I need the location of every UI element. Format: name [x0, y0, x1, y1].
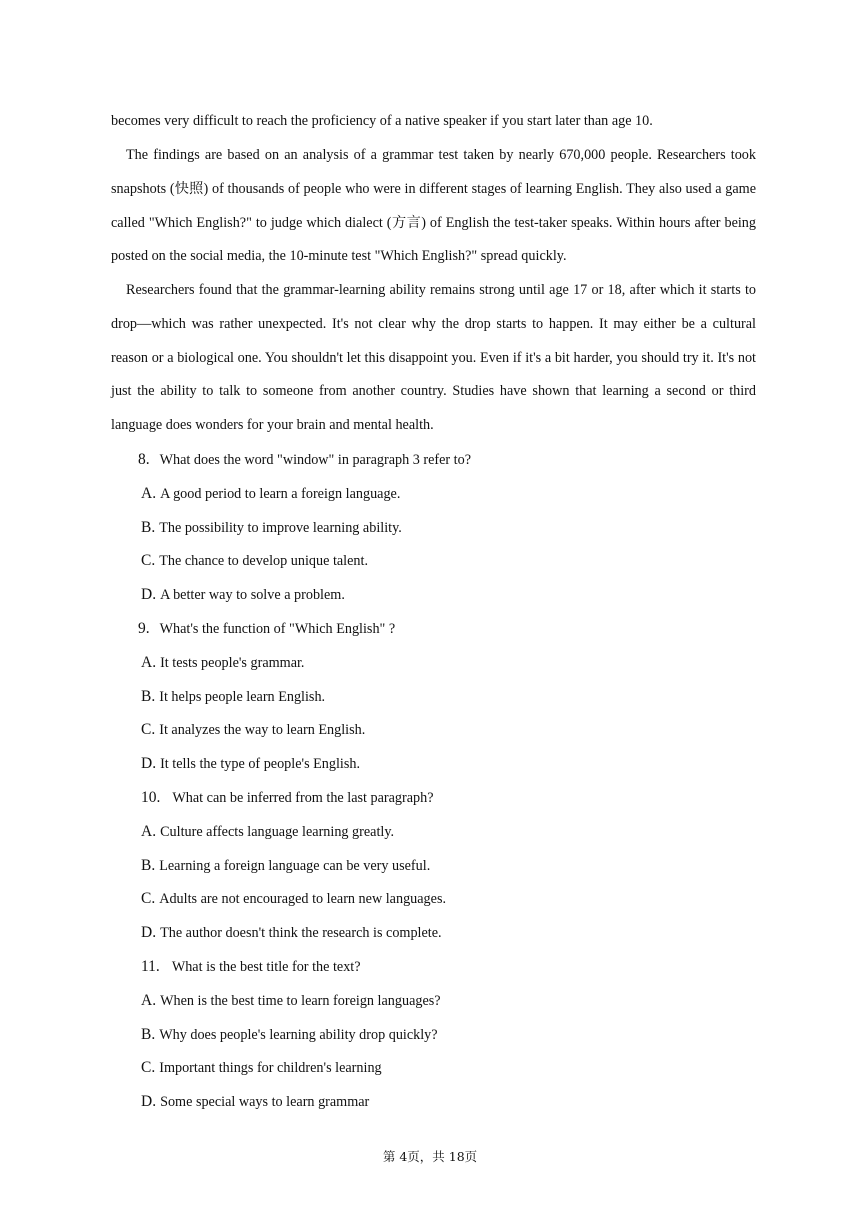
question-8-option-d	[141, 585, 345, 605]
option-text: Why does people's learning ability drop quickly?	[159, 1027, 438, 1043]
option-text: Some special ways to learn grammar	[160, 1094, 370, 1110]
question-9-option-b	[141, 687, 325, 707]
option-letter: A.	[141, 823, 157, 840]
question-number: 10.	[141, 789, 161, 806]
option-letter: C.	[141, 721, 156, 738]
page-number-footer: 第 4页，共 18页	[382, 1149, 478, 1164]
question-number: 8.	[138, 451, 150, 468]
question-text: What can be inferred from the last paragraph?	[172, 790, 434, 806]
option-text: A good period to learn a foreign language.	[160, 486, 401, 502]
option-letter: A.	[141, 654, 157, 671]
option-text: The possibility to improve learning ability.	[159, 520, 402, 536]
question-9	[138, 619, 395, 639]
option-letter: B.	[141, 519, 156, 536]
option-letter: C.	[141, 890, 156, 907]
option-letter: C.	[141, 1059, 156, 1076]
option-letter: D.	[141, 755, 157, 772]
question-8-option-c	[141, 551, 368, 571]
option-letter: D.	[141, 1093, 157, 1110]
option-letter: C.	[141, 552, 156, 569]
question-11-option-d	[141, 1092, 369, 1112]
option-letter: D.	[141, 586, 157, 603]
passage-paragraph-2: The findings are based on an analysis of a grammar test taken by nearly 670,000 people. Researchers took snapshots (快照) of thousands of people who were in different stages of learning English. They also used a game called "Which English?" to judge which dialect (方言) of English the test-taker speaks. Within hours after being posted on the social media, the 10-minute test "Which English?" spread quickly.	[111, 147, 756, 265]
question-9-option-a	[141, 653, 304, 673]
question-10-option-c	[141, 889, 446, 909]
option-letter: B.	[141, 688, 156, 705]
question-text: What is the best title for the text?	[171, 959, 361, 975]
question-11-option-b	[141, 1025, 438, 1045]
question-10-option-d	[141, 923, 442, 943]
option-letter: D.	[141, 924, 157, 941]
question-text: What does the word "window" in paragraph 3 refer to?	[159, 452, 472, 468]
passage-paragraph-3: Researchers found that the grammar-learning ability remains strong until age 17 or 18, after which it starts to drop—which was rather unexpected. It's not clear why the drop starts to happen. It may either be a cultural reason or a biological one. You shouldn't let this disappoint you. Even if it's a bit harder, you should try it. It's not just the ability to talk to someone from another country. Studies have shown that learning a second or third language does wonders for your brain and mental health.	[111, 282, 756, 434]
option-text: Learning a foreign language can be very useful.	[159, 858, 431, 874]
question-number: 9.	[138, 620, 150, 637]
option-text: The author doesn't think the research is complete.	[160, 925, 442, 941]
option-letter: B.	[141, 1026, 156, 1043]
question-10-option-b	[141, 856, 430, 876]
question-11-option-a	[141, 991, 441, 1011]
option-text: The chance to develop unique talent.	[159, 553, 369, 569]
question-8-option-b	[141, 518, 402, 538]
option-text: It tells the type of people's English.	[160, 756, 361, 772]
question-8	[138, 450, 471, 470]
option-text: It analyzes the way to learn English.	[159, 722, 366, 738]
option-text: Adults are not encouraged to learn new languages.	[159, 891, 447, 907]
passage-paragraph-1: becomes very difficult to reach the proficiency of a native speaker if you start later than age 10.	[111, 113, 653, 129]
question-number: 11.	[141, 958, 160, 975]
option-text: When is the best time to learn foreign languages?	[160, 993, 441, 1009]
question-8-option-a	[141, 484, 400, 504]
option-text: Culture affects language learning greatly.	[160, 824, 395, 840]
question-9-option-d	[141, 754, 360, 774]
option-letter: A.	[141, 992, 157, 1009]
option-letter: B.	[141, 857, 156, 874]
question-11-option-c	[141, 1058, 382, 1078]
option-text: Important things for children's learning	[159, 1060, 382, 1076]
option-text: A better way to solve a problem.	[160, 587, 345, 603]
question-10-option-a	[141, 822, 394, 842]
option-text: It tests people's grammar.	[160, 655, 305, 671]
option-letter: A.	[141, 485, 157, 502]
question-11	[141, 957, 361, 977]
question-9-option-c	[141, 720, 365, 740]
option-text: It helps people learn English.	[159, 689, 326, 705]
question-10	[141, 788, 434, 808]
question-text: What's the function of "Which English" ?	[159, 621, 396, 637]
